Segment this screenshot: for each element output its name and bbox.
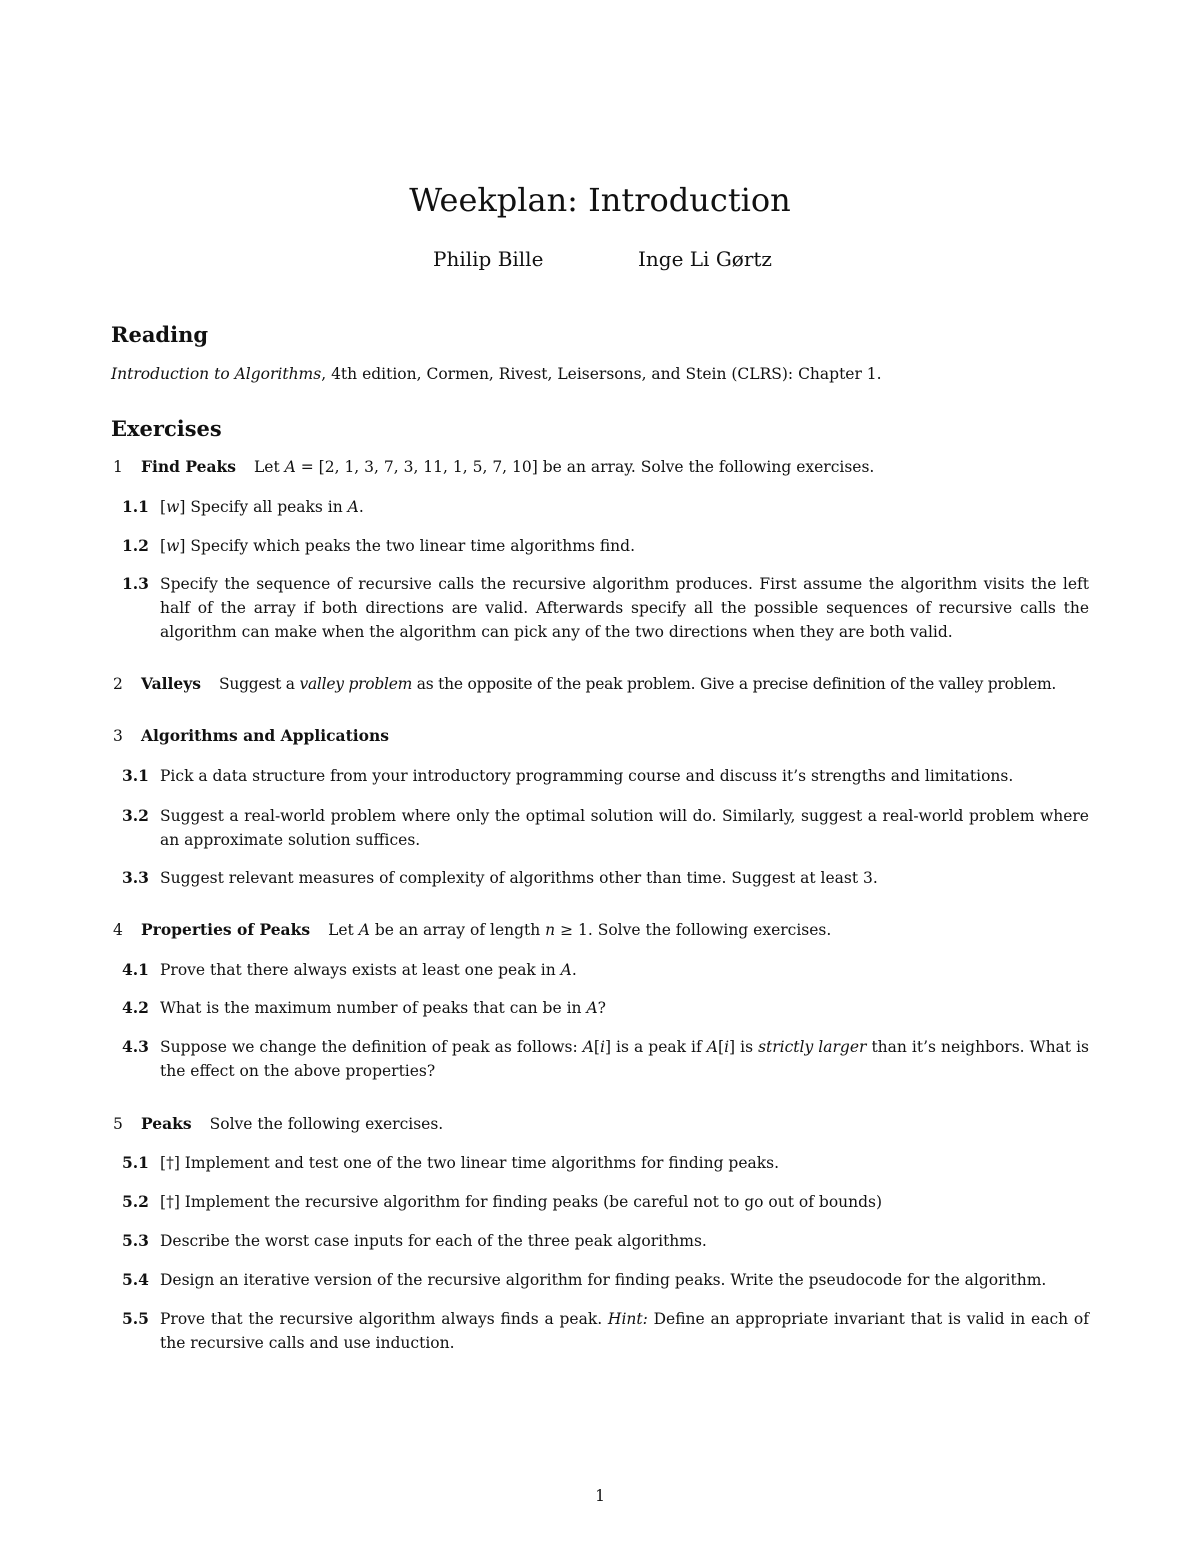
subexercise-number: 4.1: [122, 960, 149, 979]
subexercise-text: Suppose we change the definition of peak as follows: A[i] is a peak if A[i] is strictly larger than it’s neighbors. What is the effect on the above properties?: [160, 1038, 1089, 1080]
exercise-number: 1: [113, 458, 123, 476]
exercise-number: 3: [113, 727, 123, 745]
subexercise-text: Suggest a real-world problem where only the optimal solution will do. Similarly, suggest a real-world problem where an approximate solution suffices.: [160, 807, 1089, 849]
subexercise-number: 5.5: [122, 1309, 149, 1328]
subexercise-number: 3.1: [122, 766, 149, 785]
subexercise-text: Pick a data structure from your introductory programming course and discuss it’s strengths and limitations.: [160, 767, 1014, 785]
exercise-number: 2: [113, 675, 123, 693]
exercise-number: 5: [113, 1115, 123, 1133]
book-title: Introduction to Algorithms: [111, 365, 322, 383]
subexercise-text: Design an iterative version of the recursive algorithm for finding peaks. Write the pseudocode for the algorithm.: [160, 1271, 1047, 1289]
subexercise-number: 1.1: [122, 497, 149, 516]
exercise-title: Algorithms and Applications: [141, 726, 389, 745]
page-title: Weekplan: Introduction: [409, 181, 791, 219]
subexercise-number: 4.3: [122, 1037, 149, 1056]
subexercise-number: 5.1: [122, 1153, 149, 1172]
subexercise-text: [w] Specify which peaks the two linear time algorithms find.: [160, 537, 635, 555]
subexercise-text: Describe the worst case inputs for each of the three peak algorithms.: [160, 1232, 707, 1250]
subexercise-text: Suggest relevant measures of complexity of algorithms other than time. Suggest at least 3.: [160, 869, 878, 887]
exercise-intro: Suggest a valley problem as the opposite of the peak problem. Give a precise definition of the valley problem.: [219, 675, 1057, 693]
subexercise-number: 3.3: [122, 868, 149, 887]
page-number: 1: [595, 1487, 605, 1505]
subexercise-number: 5.2: [122, 1192, 149, 1211]
subexercise-text: [w] Specify all peaks in A.: [160, 498, 364, 516]
exercise-intro: Let A be an array of length n ≥ 1. Solve the following exercises.: [328, 921, 832, 939]
subexercise-text: [†] Implement the recursive algorithm for finding peaks (be careful not to go out of bounds): [160, 1193, 883, 1211]
exercise-title: Properties of Peaks Let A be an array of length n ≥ 1. Solve the following exercises.: [141, 920, 832, 939]
subexercise-number: 4.2: [122, 998, 149, 1017]
exercise-title: Valleys Suggest a valley problem as the opposite of the peak problem. Give a precise definition of the valley problem.: [141, 674, 1057, 693]
subexercise-number: 1.3: [122, 574, 149, 593]
author-name: Philip Bille: [433, 247, 544, 271]
subexercise-text: What is the maximum number of peaks that can be in A?: [160, 999, 606, 1017]
subexercise-number: 5.3: [122, 1231, 149, 1250]
exercises-heading: Exercises: [111, 416, 222, 441]
subexercise-text: [†] Implement and test one of the two linear time algorithms for finding peaks.: [160, 1154, 780, 1172]
subexercise-text: Prove that there always exists at least one peak in A.: [160, 961, 577, 979]
author-name: Inge Li Gørtz: [638, 247, 772, 271]
subexercise-number: 5.4: [122, 1270, 149, 1289]
exercise-intro: Solve the following exercises.: [209, 1115, 444, 1133]
exercise-title: Peaks Solve the following exercises.: [141, 1114, 444, 1133]
subexercise-text: Specify the sequence of recursive calls the recursive algorithm produces. First assume the algorithm visits the left half of the array if both directions are valid. Afterwards specify all the possible sequences of recursive calls the algorithm can make when the algorithm can pick any of the two directions when they are both valid.: [160, 575, 1089, 641]
reading-heading: Reading: [111, 322, 209, 347]
exercise-number: 4: [113, 921, 123, 939]
subexercise-number: 1.2: [122, 536, 149, 555]
exercise-title: Find Peaks Let A = [2, 1, 3, 7, 3, 11, 1, 5, 7, 10] be an array. Solve the following exercises.: [141, 457, 875, 476]
exercise-intro: Let A = [2, 1, 3, 7, 3, 11, 1, 5, 7, 10] be an array. Solve the following exercises.: [254, 458, 875, 476]
subexercise-number: 3.2: [122, 806, 149, 825]
subexercise-text: Prove that the recursive algorithm always finds a peak. Hint: Define an appropriate invariant that is valid in each of the recursive calls and use induction.: [160, 1310, 1089, 1352]
reading-text: Introduction to Algorithms, 4th edition, Cormen, Rivest, Leisersons, and Stein (CLRS): Chapter 1.: [111, 365, 882, 383]
